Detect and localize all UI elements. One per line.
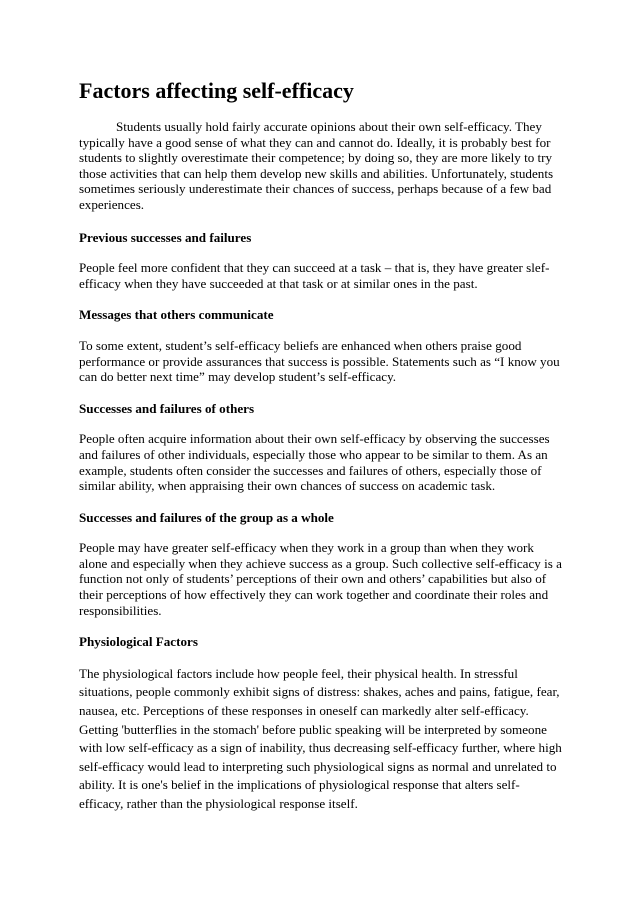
section-body-group: People may have greater self-efficacy when they work in a group than when they work alone and especially when they achieve success as a group. Such collective self-efficacy is a function not only of students’ perceptions of their own and others’ capabilities but also of their perceptions of how effectively they can work together and coordinate their roles and responsibilities. [79,540,562,618]
section-body-physiological: The physiological factors include how people feel, their physical health. In stressful situations, people commonly exhibit signs of distress: shakes, aches and pains, fatigue, fear, nausea, etc. Perceptions of these responses in oneself can markedly alter self-efficacy. Getting 'butterflies in the stomach' before public speaking will be interpreted by someone with low self-efficacy as a sign of inability, thus decreasing self-efficacy further, where high self-efficacy would lead to interpreting such physiological signs as normal and unrelated to ability. It is one's belief in the implications of physiological response that alters self-efficacy, rather than the physiological response itself. [79,665,562,811]
section-heading-previous-successes: Previous successes and failures [79,229,252,245]
intro-paragraph: Students usually hold fairly accurate opinions about their own self-efficacy. They typically have a good sense of what they can and cannot do. Ideally, it is probably best for students to slightly overestimate their competence; by doing so, they are more likely to try those activities that can help them develop new skills and abilities. Unfortunately, students sometimes seriously underestimate their chances of success, perhaps because of a few bad experiences. [79,119,554,212]
section-body-others: People often acquire information about their own self-efficacy by observing the successes and failures of other individuals, especially those who appear to be similar to them. As an example, students often consider the successes and failures of others, especially those of similar ability, when appraising their own chances of success on academic task. [79,431,550,494]
section-heading-physiological: Physiological Factors [79,634,198,650]
section-body-previous-successes: People feel more confident that they can succeed at a task – that is, they have greater slef-efficacy when they have succeeded at that task or at similar ones in the past. [79,260,550,291]
document-title: Factors affecting self-efficacy [79,78,354,103]
document-page [79,78,564,814]
section-heading-group: Successes and failures of the group as a whole [79,509,334,525]
section-heading-others: Successes and failures of others [79,400,255,416]
section-heading-messages: Messages that others communicate [79,307,274,323]
section-body-messages: To some extent, student’s self-efficacy beliefs are enhanced when others praise good performance or provide assurances that success is possible. Statements such as “I know you can do better next time” may develop student’s self-efficacy. [79,337,560,385]
